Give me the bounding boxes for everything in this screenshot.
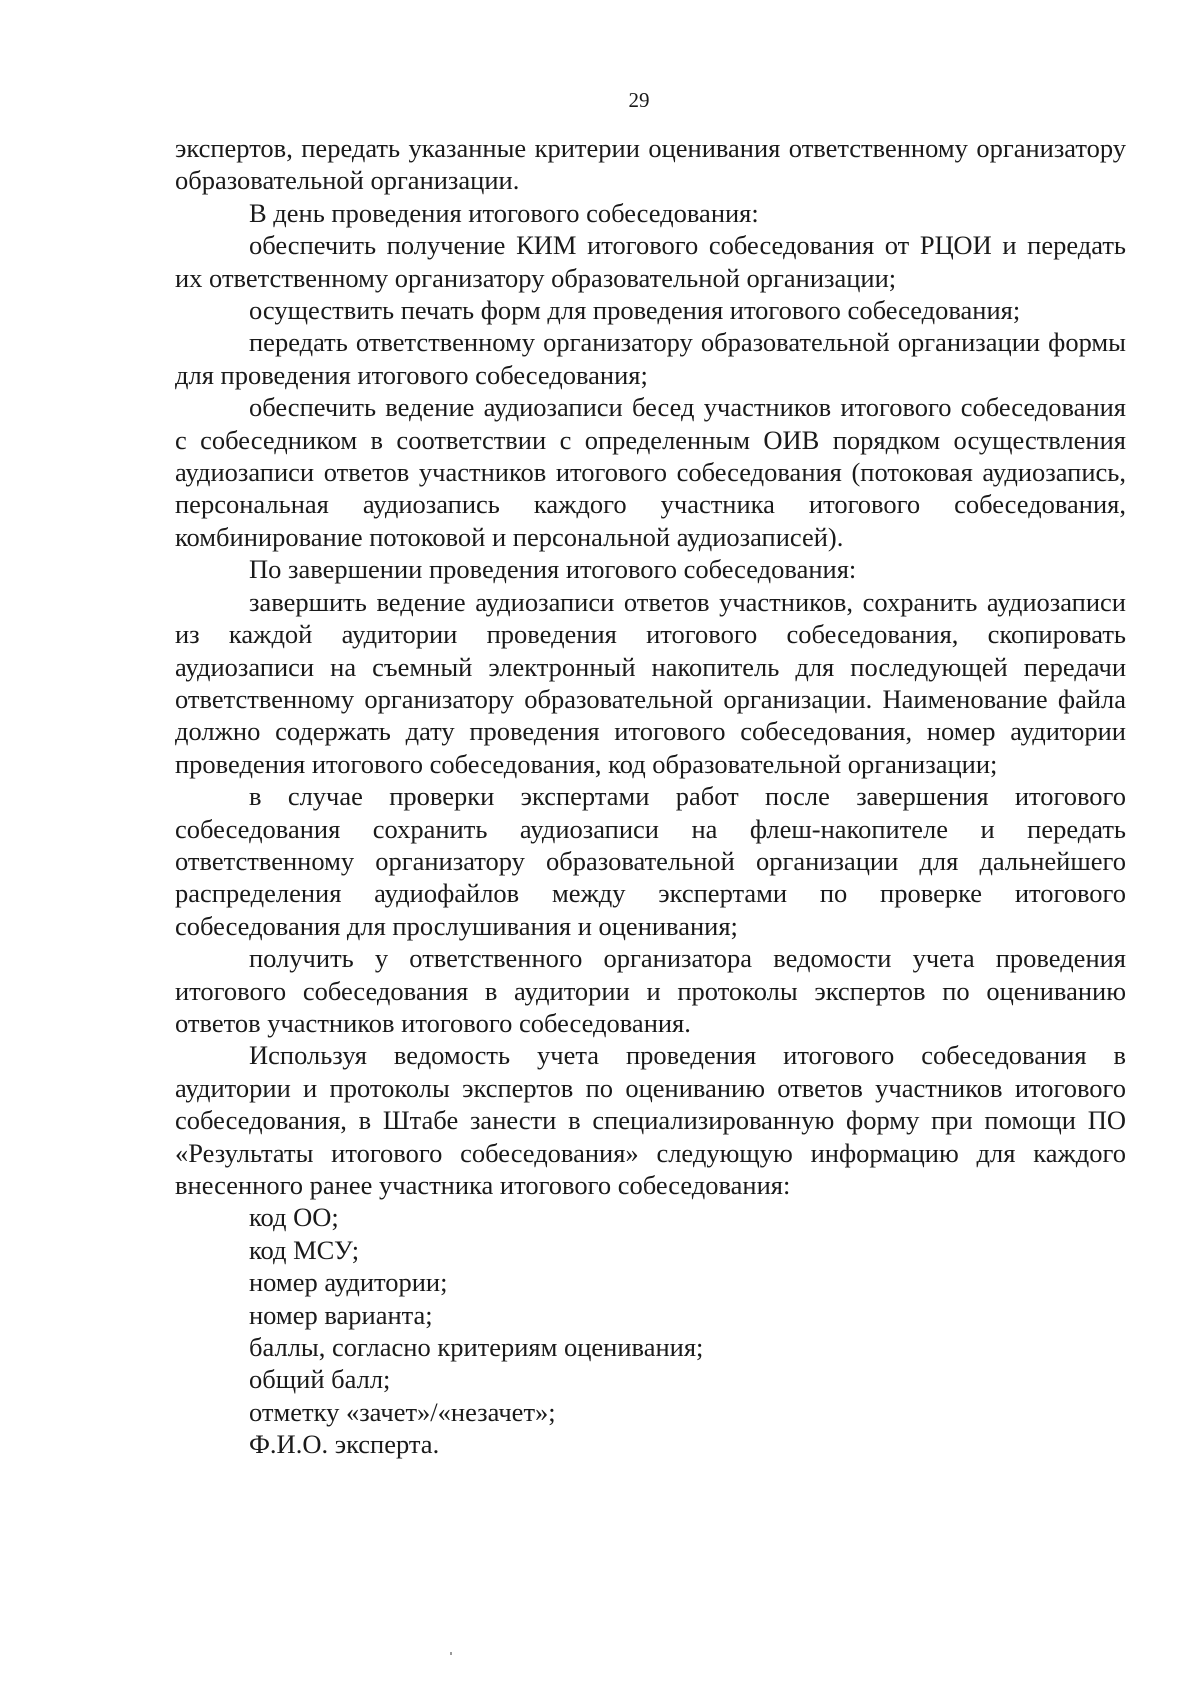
- paragraph: обеспечить ведение аудиозаписи бесед участников итогового собеседования с собеседником в соответствии с определенным ОИВ порядком осуществления аудиозаписи ответов участников итогового собеседования (потоковая аудиозапись, персональная аудиозапись каждого участника итогового собеседования, комбинирование потоковой и персональной аудиозаписей).: [175, 392, 1126, 552]
- info-list: [175, 1201, 1126, 1460]
- paragraph: передать ответственному организатору образовательной организации формы для проведения итогового собеседования;: [175, 327, 1126, 390]
- list-item: баллы, согласно критериям оценивания;: [249, 1332, 704, 1363]
- paragraph: экспертов, передать указанные критерии оценивания ответственному организатору образовательной организации.: [175, 133, 1126, 196]
- list-item: общий балл;: [249, 1364, 391, 1395]
- list-item: номер варианта;: [249, 1299, 433, 1330]
- paragraph: Используя ведомость учета проведения итогового собеседования в аудитории и протоколы экспертов по оцениванию ответов участников итогового собеседования, в Штабе занести в специализированную форму при помощи ПО «Результаты итогового собеседования» следующую информацию для каждого внесенного ранее участника итогового собеседования:: [175, 1040, 1126, 1200]
- paragraph: осуществить печать форм для проведения итогового собеседования;: [249, 295, 1021, 326]
- body-text: [175, 132, 1126, 1461]
- page-number: 29: [628, 88, 650, 112]
- paragraph: По завершении проведения итогового собеседования:: [249, 554, 857, 585]
- paragraph: В день проведения итогового собеседования:: [249, 197, 759, 228]
- paragraph: завершить ведение аудиозаписи ответов участников, сохранить аудиозаписи из каждой аудитории проведения итогового собеседования, скопировать аудиозаписи на съемный электронный накопитель для последующей передачи ответственному организатору образовательной организации. Наименование файла должно содержать дату проведения итогового собеседования, номер аудитории проведения итогового собеседования, код образовательной организации;: [175, 586, 1126, 779]
- list-item: код ОО;: [249, 1202, 339, 1233]
- list-item: Ф.И.О. эксперта.: [249, 1429, 440, 1460]
- list-item: отметку «зачет»/«незачет»;: [249, 1396, 556, 1427]
- paragraph: получить у ответственного организатора ведомости учета проведения итогового собеседования в аудитории и протоколы экспертов по оцениванию ответов участников итогового собеседования.: [175, 943, 1126, 1038]
- scan-speck: [450, 1652, 452, 1655]
- list-item: код МСУ;: [249, 1234, 360, 1265]
- paragraph: обеспечить получение КИМ итогового собеседования от РЦОИ и передать их ответственному организатору образовательной организации;: [175, 230, 1126, 293]
- list-item: номер аудитории;: [249, 1267, 448, 1298]
- paragraph: в случае проверки экспертами работ после завершения итогового собеседования сохранить аудиозаписи на флеш-накопителе и передать ответственному организатору образовательной организации для дальнейшего распределения аудиофайлов между экспертами по проверке итогового собеседования для прослушивания и оценивания;: [175, 781, 1126, 941]
